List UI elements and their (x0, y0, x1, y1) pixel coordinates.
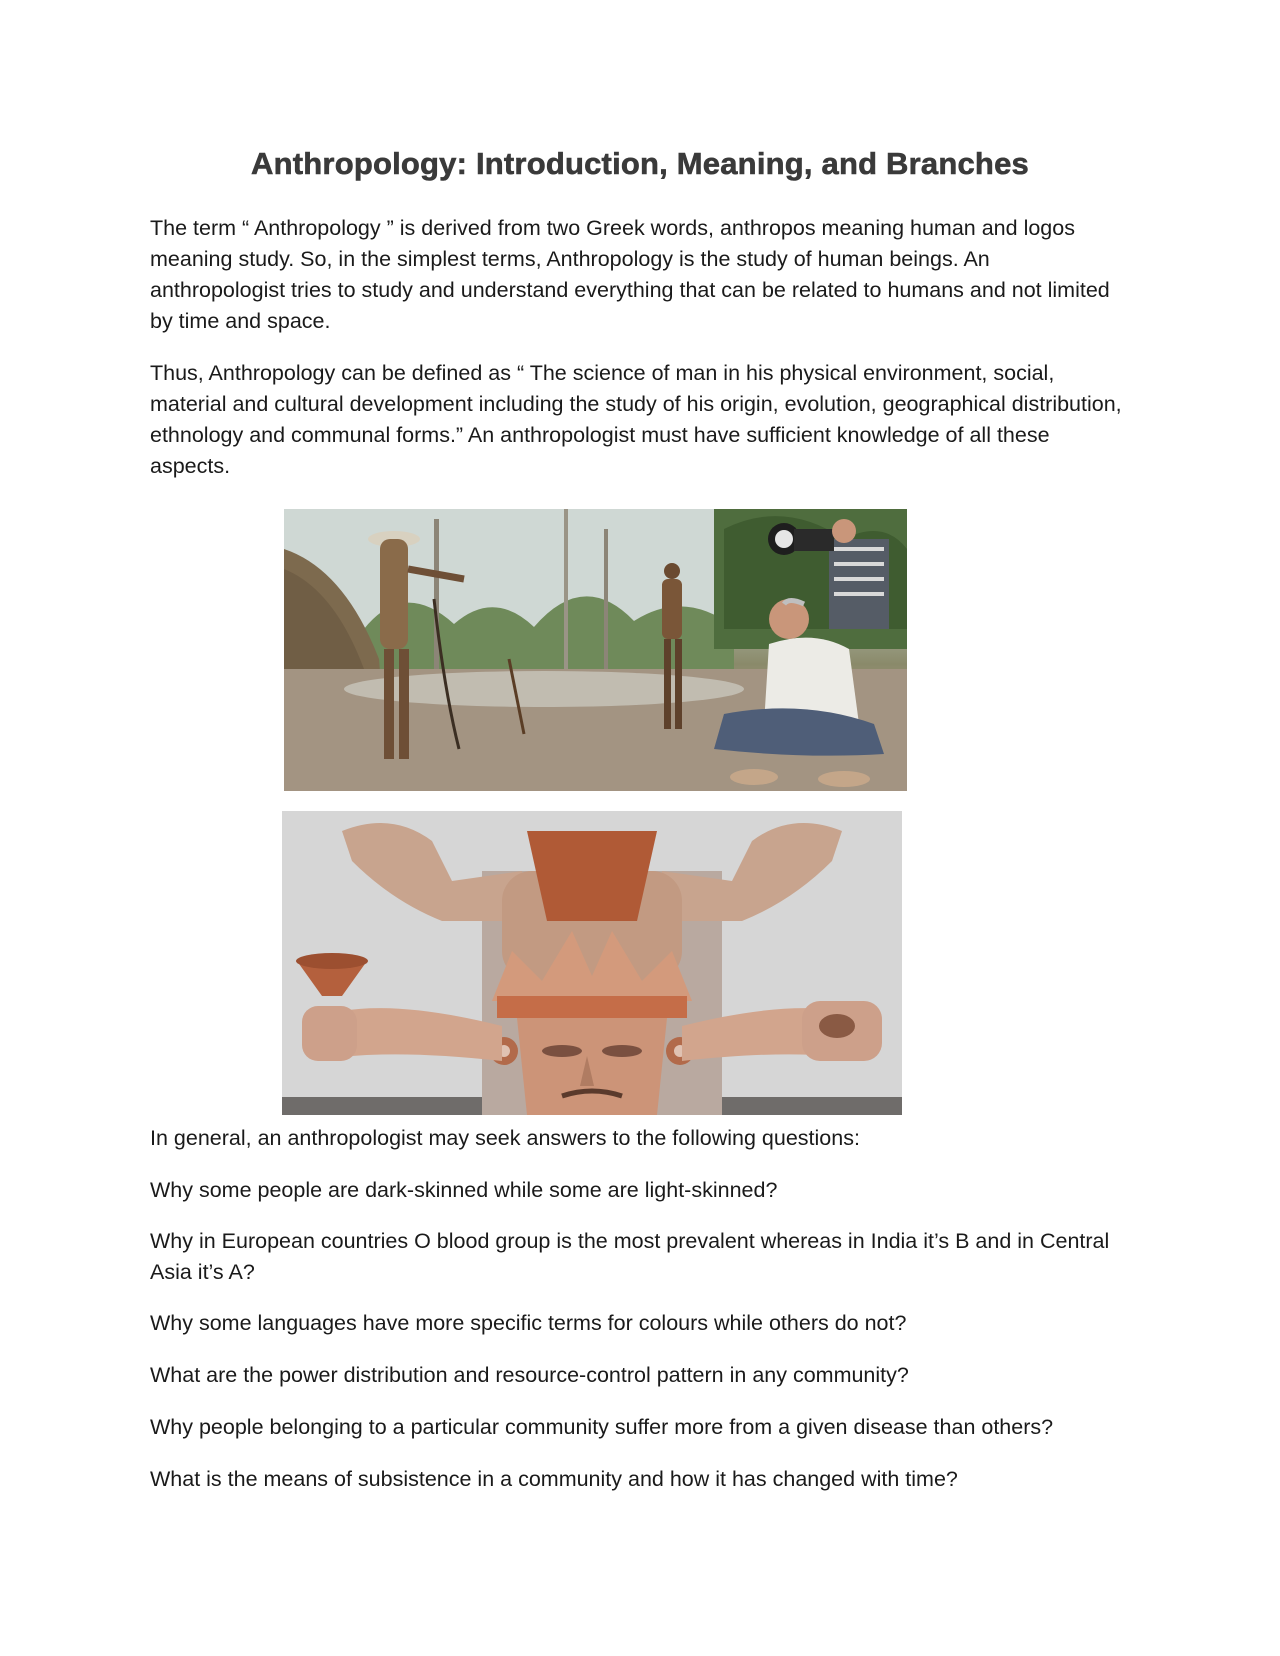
fieldwork-photo (284, 509, 907, 791)
questions-intro: In general, an anthropologist may seek answers to the following questions: (150, 1126, 860, 1150)
question-item: What is the means of subsistence in a community and how it has changed with time? (150, 1467, 958, 1491)
question-item: Why people belonging to a particular community suffer more from a given disease than others? (150, 1415, 1054, 1439)
question-item: What are the power distribution and resource-control pattern in any community? (150, 1363, 909, 1387)
ceramic-figure-photo (282, 811, 902, 1115)
question-item: Why some people are dark-skinned while some are light-skinned? (150, 1178, 778, 1202)
question-item: Why some languages have more specific terms for colours while others do not? (150, 1311, 907, 1335)
intro-paragraph: The term “ Anthropology ” is derived from two Greek words, anthropos meaning human and logos meaning study. So, in the simplest terms, Anthropology is the study of human beings. An anthropologist tries to study and understand everything that can be related to humans and not limited by time and space. (150, 216, 1110, 333)
page-title: Anthropology: Introduction, Meaning, and Branches (251, 146, 1029, 181)
question-item: Why in European countries O blood group is the most prevalent whereas in India it’s B and in Central Asia it’s A? (150, 1229, 1110, 1284)
definition-paragraph: Thus, Anthropology can be defined as “ The science of man in his physical environment, social, material and cultural development including the study of his origin, evolution, geographical distribution, ethnology and communal forms.” An anthropologist must have sufficient knowledge of all these aspects. (150, 361, 1122, 478)
